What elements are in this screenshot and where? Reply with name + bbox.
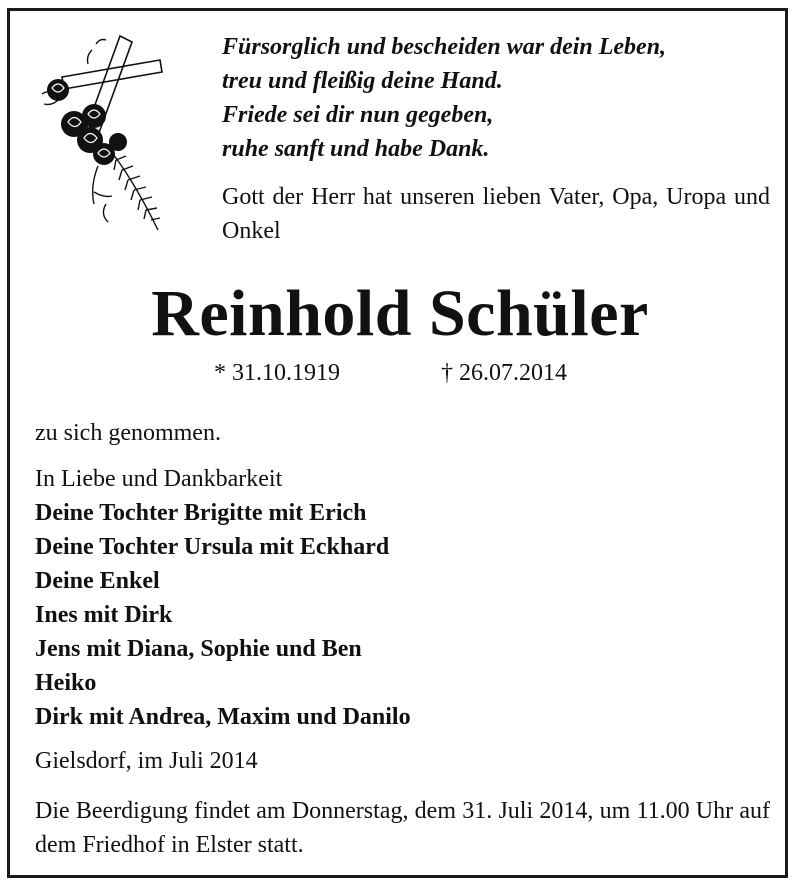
poem-line: ruhe sanft und habe Dank.: [222, 136, 490, 162]
place-date: Gielsdorf, im Juli 2014: [35, 748, 258, 774]
poem-line: Fürsorglich und bescheiden war dein Leben,: [222, 34, 667, 60]
family-member: Deine Tochter Ursula mit Eckhard: [35, 534, 390, 560]
poem-line: treu und fleißig deine Hand.: [222, 68, 503, 94]
family-list: [35, 462, 411, 734]
family-member: Deine Tochter Brigitte mit Erich: [35, 500, 367, 526]
family-member: Ines mit Dirk: [35, 602, 173, 628]
family-member: Jens mit Diana, Sophie und Ben: [35, 636, 362, 662]
poem-line: Friede sei dir nun gegeben,: [222, 102, 494, 128]
cross-with-roses-icon: [32, 32, 172, 237]
taken-text: zu sich genommen.: [35, 420, 221, 446]
funeral-notice: Die Beerdigung findet am Donnerstag, dem 31. Juli 2014, um 11.00 Uhr auf dem Friedhof in Elster statt.: [35, 798, 770, 858]
birth-date: * 31.10.1919: [214, 360, 340, 386]
deceased-name: Reinhold Schüler: [151, 277, 649, 350]
family-heading: In Liebe und Dankbarkeit: [35, 466, 283, 492]
family-member: Dirk mit Andrea, Maxim und Danilo: [35, 704, 411, 730]
memorial-poem: [222, 30, 782, 166]
family-member: Heiko: [35, 670, 97, 696]
death-date: † 26.07.2014: [441, 360, 567, 386]
family-member: Deine Enkel: [35, 568, 160, 594]
intro-text: Gott der Herr hat unseren lieben Vater, Opa, Uropa und Onkel: [222, 184, 770, 244]
